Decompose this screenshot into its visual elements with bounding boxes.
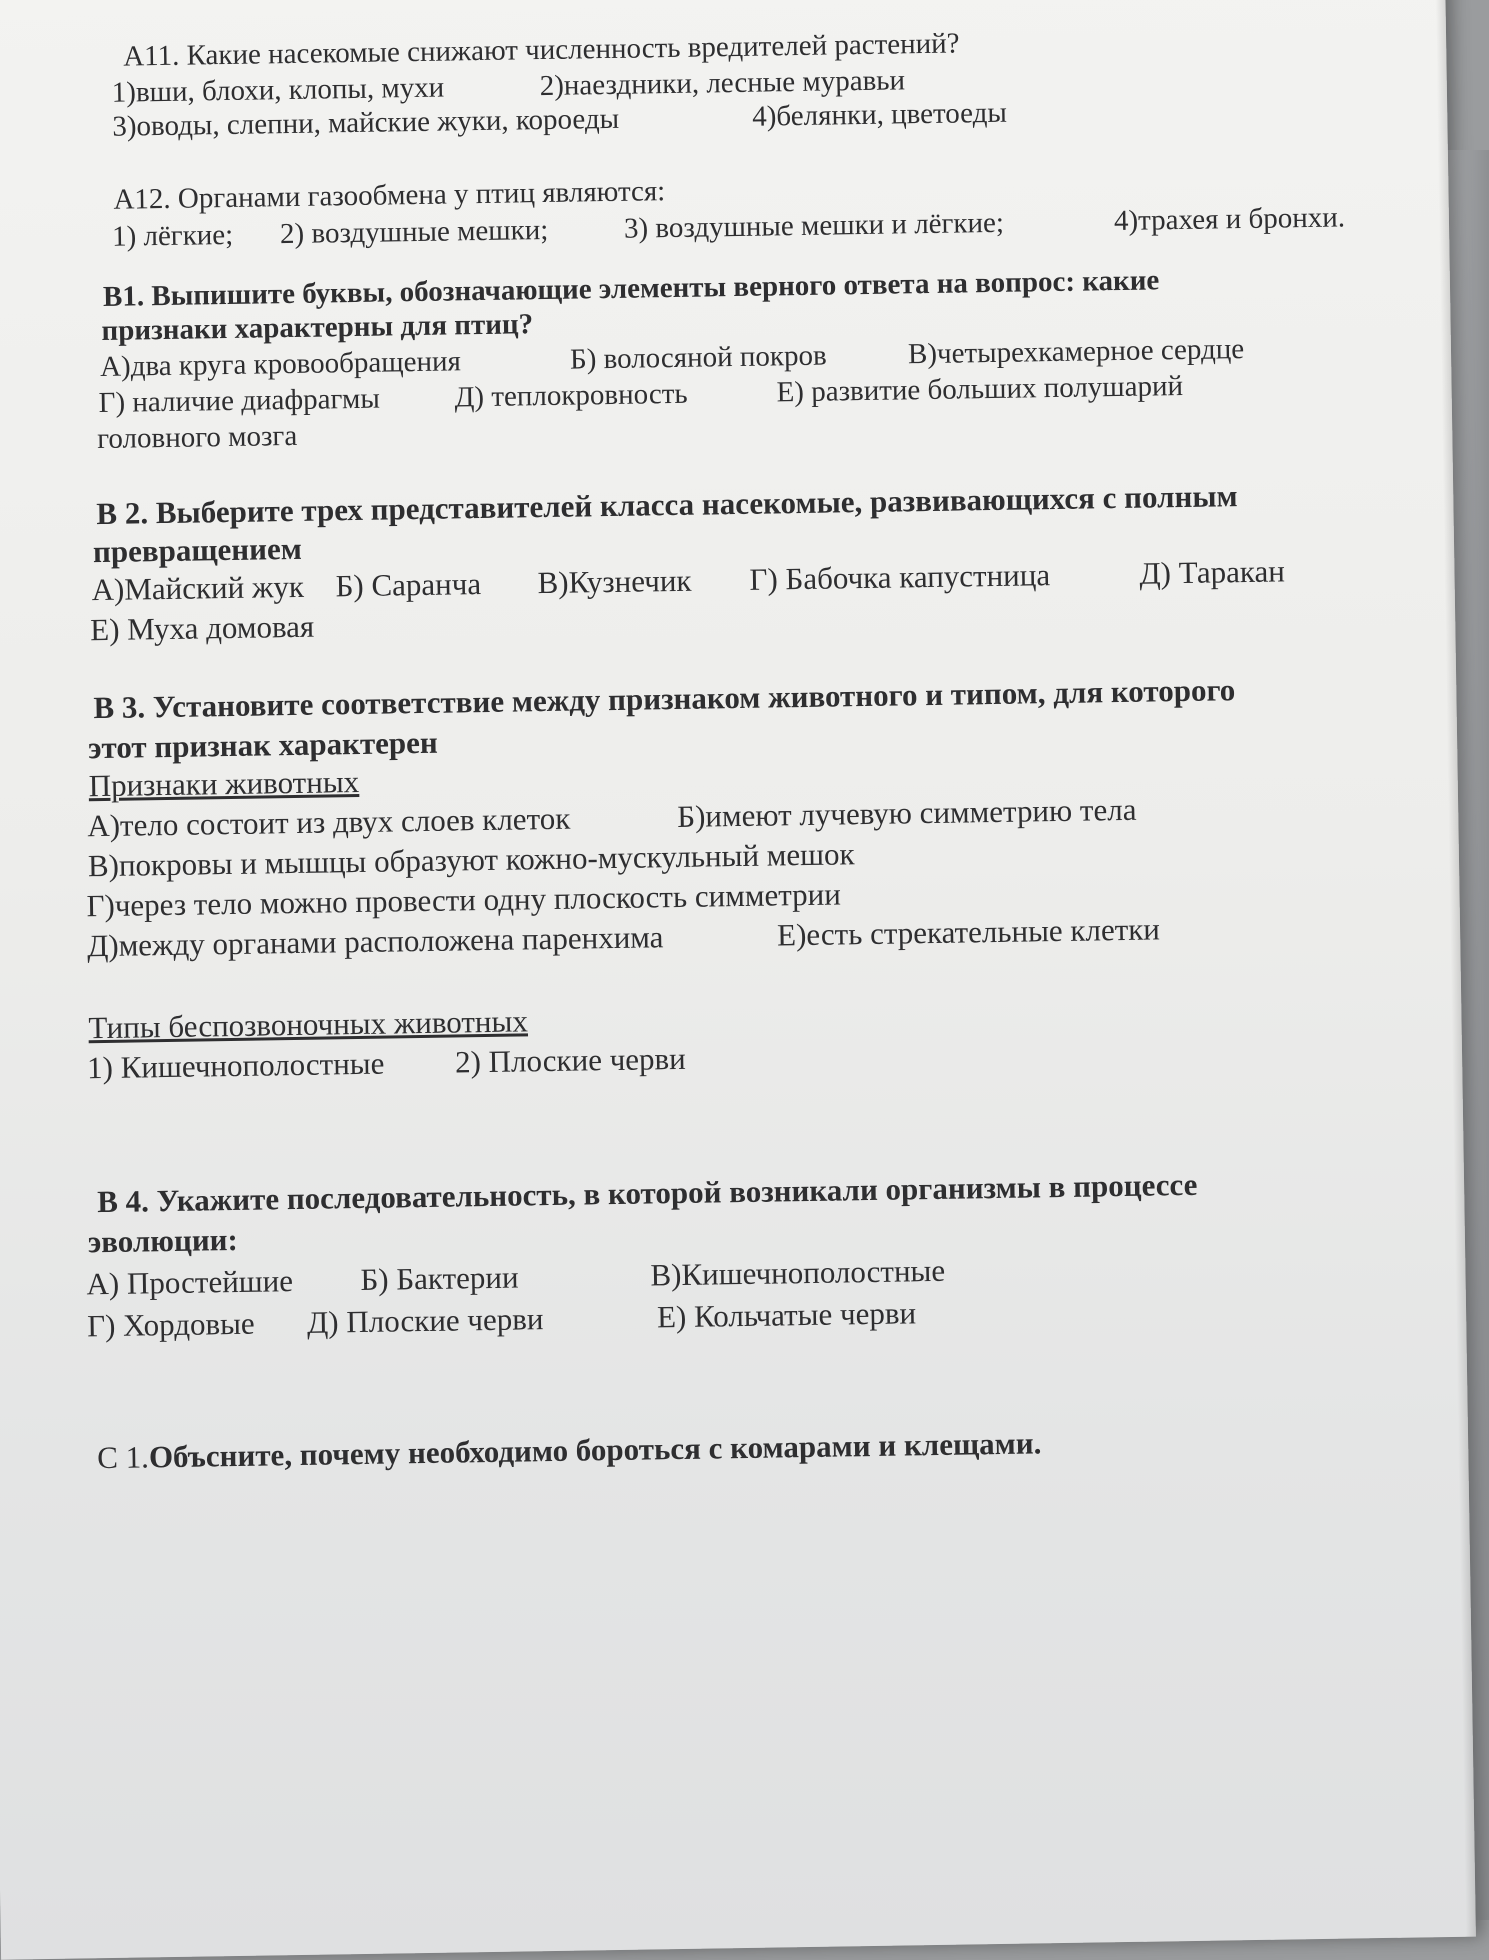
b4-option-b: Б) Бактерии bbox=[360, 1259, 519, 1298]
a12-question: А12. Органами газообмена у птиц являются: bbox=[113, 175, 666, 216]
b4-option-e: Е) Кольчатые черви bbox=[656, 1295, 917, 1335]
b3-feature-g: Г)через тело можно провести одну плоскость симметрии bbox=[86, 876, 842, 924]
b3-features-title: Признаки животных bbox=[88, 763, 360, 804]
a12-option-4: 4)трахея и бронхи. bbox=[1113, 201, 1346, 238]
c1-question bbox=[97, 1425, 1042, 1476]
b1-option-e: Е) развитие больших полушарий bbox=[776, 369, 1184, 409]
b2-option-a: А)Майский жук bbox=[91, 568, 305, 608]
b4-question-line-2: эволюции: bbox=[87, 1221, 239, 1260]
b3-feature-a: А)тело состоит из двух слоев клеток bbox=[87, 800, 571, 844]
a11-option-2: 2)наездники, лесные муравьи bbox=[539, 64, 906, 103]
b3-feature-v: В)покровы и мышцы образуют кожно-мускульный мешок bbox=[87, 836, 855, 884]
b2-question-line-1: В 2. Выберите трех представителей класса насекомые, развивающихся с полным bbox=[96, 478, 1238, 532]
b2-option-g: Г) Бабочка капустница bbox=[749, 557, 1051, 597]
b1-option-e-continued: головного мозга bbox=[96, 419, 298, 456]
b3-question-line-2: этот признак характерен bbox=[87, 724, 439, 766]
b3-feature-e: Е)есть стрекательные клетки bbox=[776, 911, 1161, 953]
b4-option-a: А) Простейшие bbox=[86, 1263, 294, 1302]
b1-option-v: В)четырехкамерное сердце bbox=[907, 333, 1245, 371]
b2-option-v: В)Кузнечик bbox=[537, 562, 692, 601]
a11-option-1: 1)вши, блохи, клопы, мухи bbox=[111, 71, 445, 109]
b4-option-v: В)Кишечнополостные bbox=[650, 1252, 946, 1293]
a12-option-1: 1) лёгкие; bbox=[111, 218, 234, 253]
a12-option-3: 3) воздушные мешки и лёгкие; bbox=[623, 206, 1005, 245]
b4-option-d: Д) Плоские черви bbox=[306, 1301, 544, 1340]
b2-option-b: Б) Саранча bbox=[335, 566, 482, 604]
b3-types-title: Типы беспозвоночных животных bbox=[88, 1003, 529, 1046]
b1-option-a: А)два круга кровообращения bbox=[99, 345, 462, 384]
a11-question: А11. Какие насекомые снижают численность вредителей растений? bbox=[122, 27, 960, 73]
a11-option-3: 3)оводы, слепни, майские жуки, короеды bbox=[112, 102, 620, 143]
b1-option-d: Д) теплокровность bbox=[454, 377, 688, 414]
c1-question-text: Объсните, почему необходимо бороться с комарами и клещами. bbox=[148, 1425, 1042, 1475]
b3-feature-b: Б)имеют лучевую симметрию тела bbox=[676, 791, 1137, 834]
b1-question-line-2: признаки характерны для птиц? bbox=[101, 308, 534, 347]
b3-type-1: 1) Кишечнополостные bbox=[86, 1045, 385, 1086]
b2-option-d: Д) Таракан bbox=[1139, 553, 1286, 591]
b1-question-line-1: В1. Выпишите буквы, обозначающие элементы верного ответа на вопрос: какие bbox=[102, 264, 1160, 313]
b4-option-g: Г) Хордовые bbox=[86, 1305, 255, 1344]
a11-option-4: 4)белянки, цветоеды bbox=[751, 96, 1008, 133]
b3-type-2: 2) Плоские черви bbox=[454, 1040, 687, 1080]
b3-question-line-1: В 3. Установите соответствие между признаком животного и типом, для которого bbox=[93, 672, 1236, 726]
b3-feature-d: Д)между органами расположена паренхима bbox=[86, 919, 664, 964]
b2-option-e: Е) Муха домовая bbox=[89, 608, 315, 648]
b2-question-line-2: превращением bbox=[92, 530, 303, 570]
b1-option-g: Г) наличие диафрагмы bbox=[98, 382, 381, 420]
a12-option-2: 2) воздушные мешки; bbox=[279, 213, 549, 251]
c1-prefix: С 1. bbox=[96, 1439, 150, 1476]
b4-question-line-1: В 4. Укажите последовательность, в которой возникали организмы в процессе bbox=[96, 1166, 1198, 1220]
b1-option-b: Б) волосяной покров bbox=[569, 339, 827, 376]
